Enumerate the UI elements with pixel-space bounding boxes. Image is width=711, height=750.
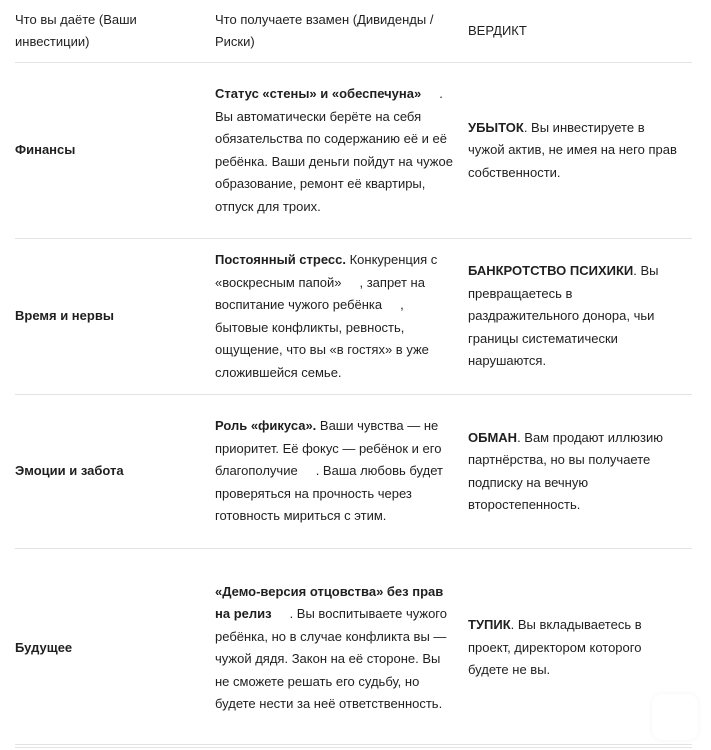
row-verdict-cell [468, 63, 692, 239]
returns-text: , бытовые конфликты, ревность, ощущение, что вы «в гостях» в уже сложившейся семье. [215, 297, 429, 380]
returns-text: . Ваша любовь будет проверяться на прочность через готовность мириться с этим. [215, 463, 443, 524]
returns-bold-text: Роль «фикуса». [215, 418, 317, 434]
row-returns-cell [215, 549, 468, 748]
header-row [15, 0, 692, 63]
row-area-cell: Эмоции и забота [15, 395, 215, 549]
row-area-cell: Финансы [15, 63, 215, 239]
returns-text: . Вы воспитываете чужого ребёнка, но в случае конфликта вы — чужой дядя. Закон на её стороне. Вы не сможете решать его судьбу, но будете нести за неё ответственность. [215, 606, 447, 711]
returns-bold-text: Статус «стены» и «обеспечуна» [215, 86, 422, 101]
row-verdict-cell [468, 239, 692, 395]
verdict-bold-text: ТУПИК [468, 617, 511, 633]
row-verdict-cell [468, 395, 692, 549]
verdict-bold-text: БАНКРОТСТВО ПСИХИКИ [468, 263, 634, 279]
returns-text: Конкуренция с «воскресным папой» [215, 252, 438, 290]
verdict-text: . Вы вкладываетесь в проект, директором которого будете не вы. [468, 617, 642, 678]
row-returns-cell [215, 239, 468, 395]
row-returns-cell [215, 63, 468, 239]
row-area-cell: Время и нервы [15, 239, 215, 395]
header-investments: Что вы даёте (Ваши инвестиции) [15, 0, 215, 63]
verdict-text: . Вам продают иллюзию партнёрства, но вы получаете подписку на вечную второстепенность. [468, 429, 663, 512]
row-returns-cell [215, 395, 468, 549]
verdict-bold-text: ОБМАН [468, 429, 518, 445]
table-header [15, 0, 692, 63]
returns-text: , запрет на воспитание чужого ребёнка [215, 274, 425, 312]
table-bottom-divider [15, 744, 692, 745]
table-row [15, 549, 692, 748]
verdict-text: . Вы инвестируете в чужой актив, не имея на него прав собственности. [468, 119, 677, 180]
table-row [15, 239, 692, 395]
returns-text: . Вы автоматически берёте на себя обязательства по содержанию её и её ребёнка. Ваши деньги пойдут на чужое образование, ремонт её квартиры, отпуск для троих. [215, 86, 453, 214]
table-row [15, 63, 692, 239]
returns-bold-text: Постоянный стресс. [215, 252, 346, 267]
returns-text: Ваши чувства — не приоритет. Её фокус — ребёнок и его благополучие [215, 418, 442, 479]
table-body [15, 63, 692, 748]
header-returns: Что получаете взамен (Дивиденды / Риски) [215, 0, 468, 63]
header-verdict: ВЕРДИКТ [468, 0, 692, 63]
floating-action-button[interactable] [652, 694, 698, 740]
returns-bold-text: «Демо-версия отцовства» без прав на релиз [215, 583, 444, 621]
table-row [15, 395, 692, 549]
verdict-bold-text: УБЫТОК [468, 119, 524, 135]
comparison-table [15, 0, 692, 748]
verdict-text: . Вы превращаетесь в раздражительного донора, чьи границы систематически нарушаются. [468, 263, 659, 369]
row-area-cell: Будущее [15, 549, 215, 748]
